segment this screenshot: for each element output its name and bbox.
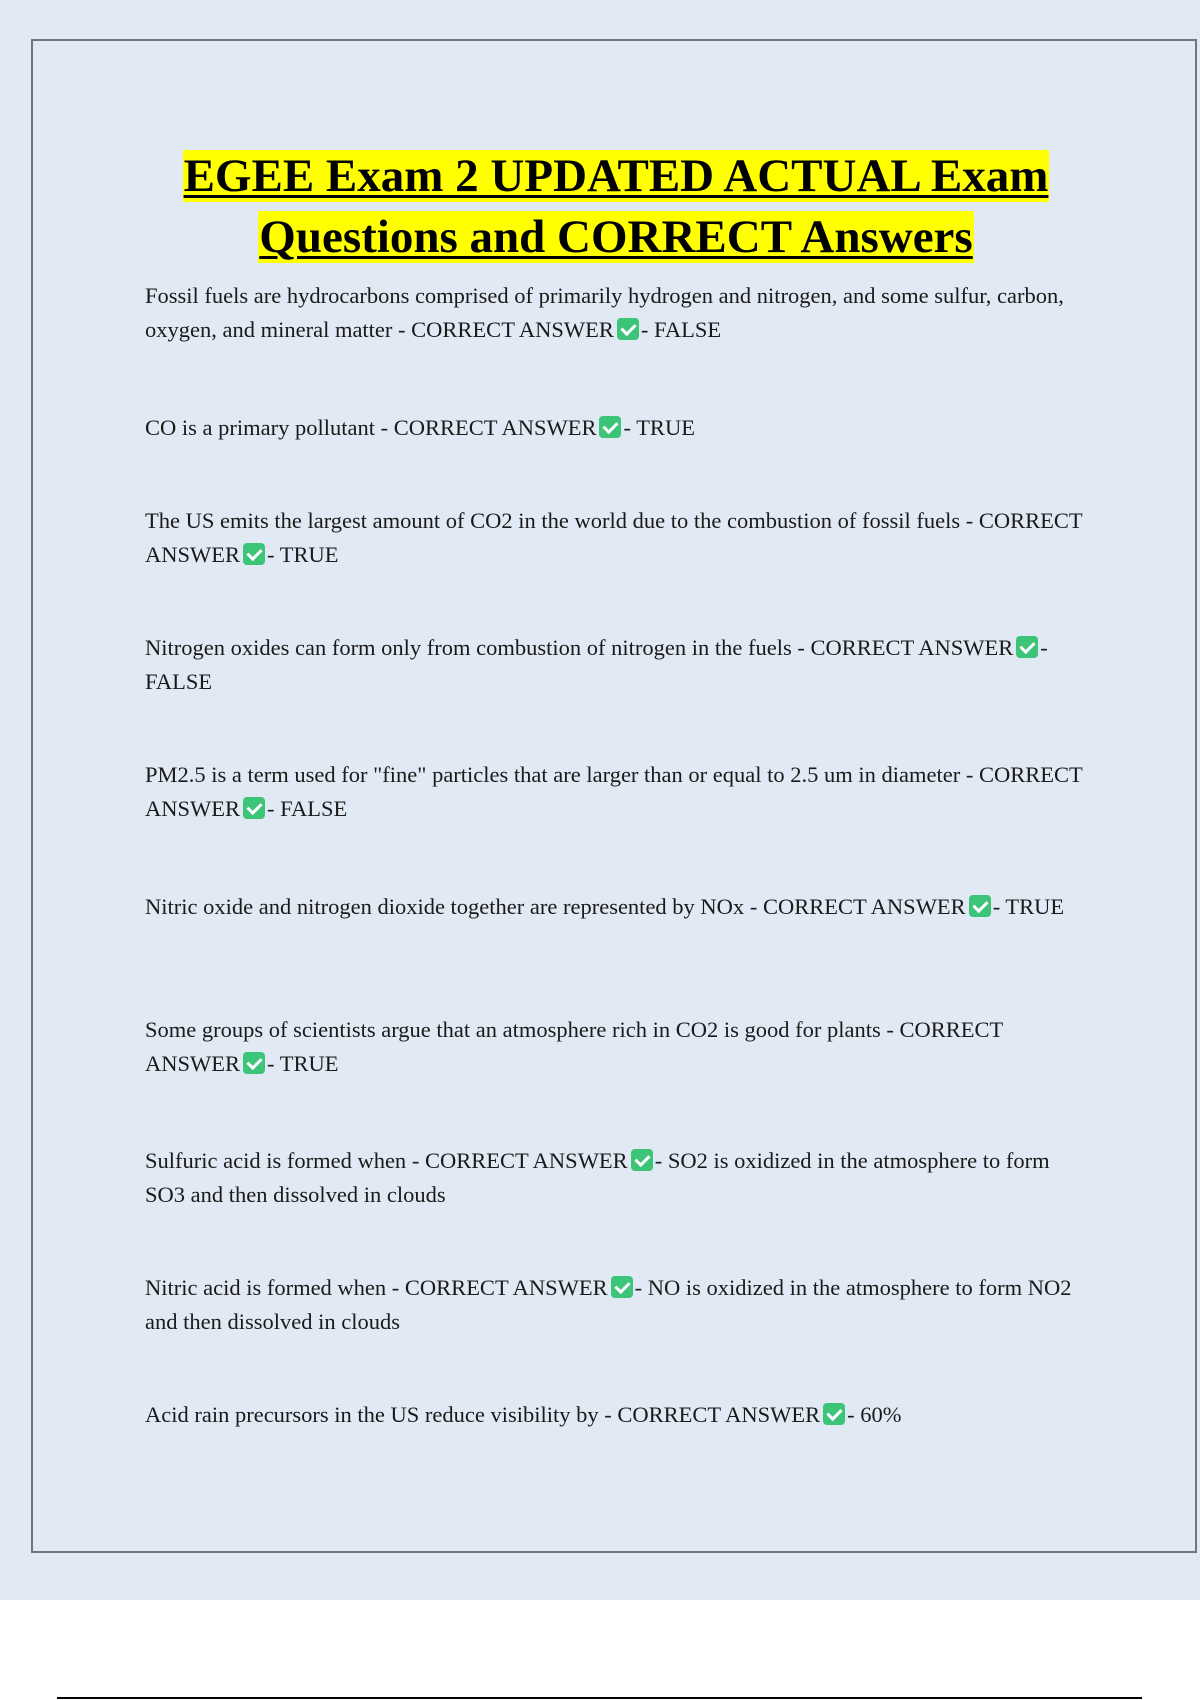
check-icon [599,416,621,438]
check-icon [617,318,639,340]
answer-marker: CORRECT ANSWER [404,1275,608,1300]
question-text: Nitric acid is formed when [145,1275,387,1300]
check-icon [1016,636,1038,658]
qa-item-5: PM2.5 is a term used for "fine" particles that are larger than or equal to 2.5 um in diameter - CORRECT ANSWER - FALSE [145,762,1083,821]
question-text: Nitrogen oxides can form only from combustion of nitrogen in the fuels [145,635,792,660]
qa-item-2: CO is a primary pollutant - CORRECT ANSWER - TRUE [145,415,695,440]
document-title [100,146,1132,268]
qa-item-8: Sulfuric acid is formed when - CORRECT ANSWER - SO2 is oxidized in the atmosphere to form SO3 and then dissolved in clouds [145,1148,1050,1207]
answer-marker: CORRECT ANSWER [145,1017,1003,1076]
answer-text: SO2 is oxidized in the atmosphere to form SO3 and then dissolved in clouds [145,1148,1050,1207]
question-text: Sulfuric acid is formed when [145,1148,407,1173]
check-icon [631,1149,653,1171]
answer-marker: CORRECT ANSWER [411,317,614,342]
qa-item-10: Acid rain precursors in the US reduce visibility by - CORRECT ANSWER - 60% [145,1402,902,1427]
qa-item-6: Nitric oxide and nitrogen dioxide together are represented by NOx - CORRECT ANSWER - TRUE [145,894,1065,919]
document-title-text: EGEE Exam 2 UPDATED ACTUAL Exam Questions and CORRECT Answers [183,150,1049,263]
answer-text: TRUE [279,542,339,567]
answer-text: 60% [860,1402,902,1427]
check-icon [243,543,265,565]
check-icon [243,797,265,819]
qa-item-4: Nitrogen oxides can form only from combustion of nitrogen in the fuels - CORRECT ANSWER - FALSE [145,635,1048,694]
answer-text: FALSE [280,796,348,821]
answer-marker: CORRECT ANSWER [145,508,1083,567]
question-text: CO is a primary pollutant [145,415,375,440]
answer-text: FALSE [654,317,722,342]
qa-item-1: Fossil fuels are hydrocarbons comprised of primarily hydrogen and nitrogen, and some sulfur, carbon, oxygen, and mineral matter - CORRECT ANSWER - FALSE [145,283,1064,342]
question-text: Acid rain precursors in the US reduce visibility by [145,1402,599,1427]
answer-marker: CORRECT ANSWER [762,894,966,919]
question-text: Some groups of scientists argue that an atmosphere rich in CO2 is good for plants [145,1017,881,1042]
answer-marker: CORRECT ANSWER [617,1402,821,1427]
question-text: The US emits the largest amount of CO2 in the world due to the combustion of fossil fuels [145,508,961,533]
answer-text: FALSE [145,669,213,694]
answer-marker: CORRECT ANSWER [393,415,597,440]
answer-marker: CORRECT ANSWER [145,762,1083,821]
answer-text: TRUE [279,1051,339,1076]
answer-text: NO is oxidized in the atmosphere to form NO2 and then dissolved in clouds [145,1275,1072,1334]
qa-item-3: The US emits the largest amount of CO2 in the world due to the combustion of fossil fuels - CORRECT ANSWER - TRUE [145,508,1083,567]
check-icon [969,895,991,917]
qa-item-7: Some groups of scientists argue that an atmosphere rich in CO2 is good for plants - CORRECT ANSWER - TRUE [145,1017,1003,1076]
question-text: Nitric oxide and nitrogen dioxide together are represented by NOx [145,894,745,919]
footer-divider [57,1697,1142,1699]
qa-item-9: Nitric acid is formed when - CORRECT ANSWER - NO is oxidized in the atmosphere to form NO2 and then dissolved in clouds [145,1275,1072,1334]
check-icon [823,1403,845,1425]
check-icon [243,1052,265,1074]
question-text: PM2.5 is a term used for "fine" particles that are larger than or equal to 2.5 um in diameter [145,762,961,787]
answer-marker: CORRECT ANSWER [810,635,1014,660]
question-text: Fossil fuels are hydrocarbons comprised of primarily hydrogen and nitrogen, and some sulfur, carbon, oxygen, and mineral matter [145,283,1064,342]
answer-marker: CORRECT ANSWER [424,1148,628,1173]
answer-text: TRUE [1005,894,1065,919]
answer-text: TRUE [636,415,695,440]
check-icon [611,1276,633,1298]
